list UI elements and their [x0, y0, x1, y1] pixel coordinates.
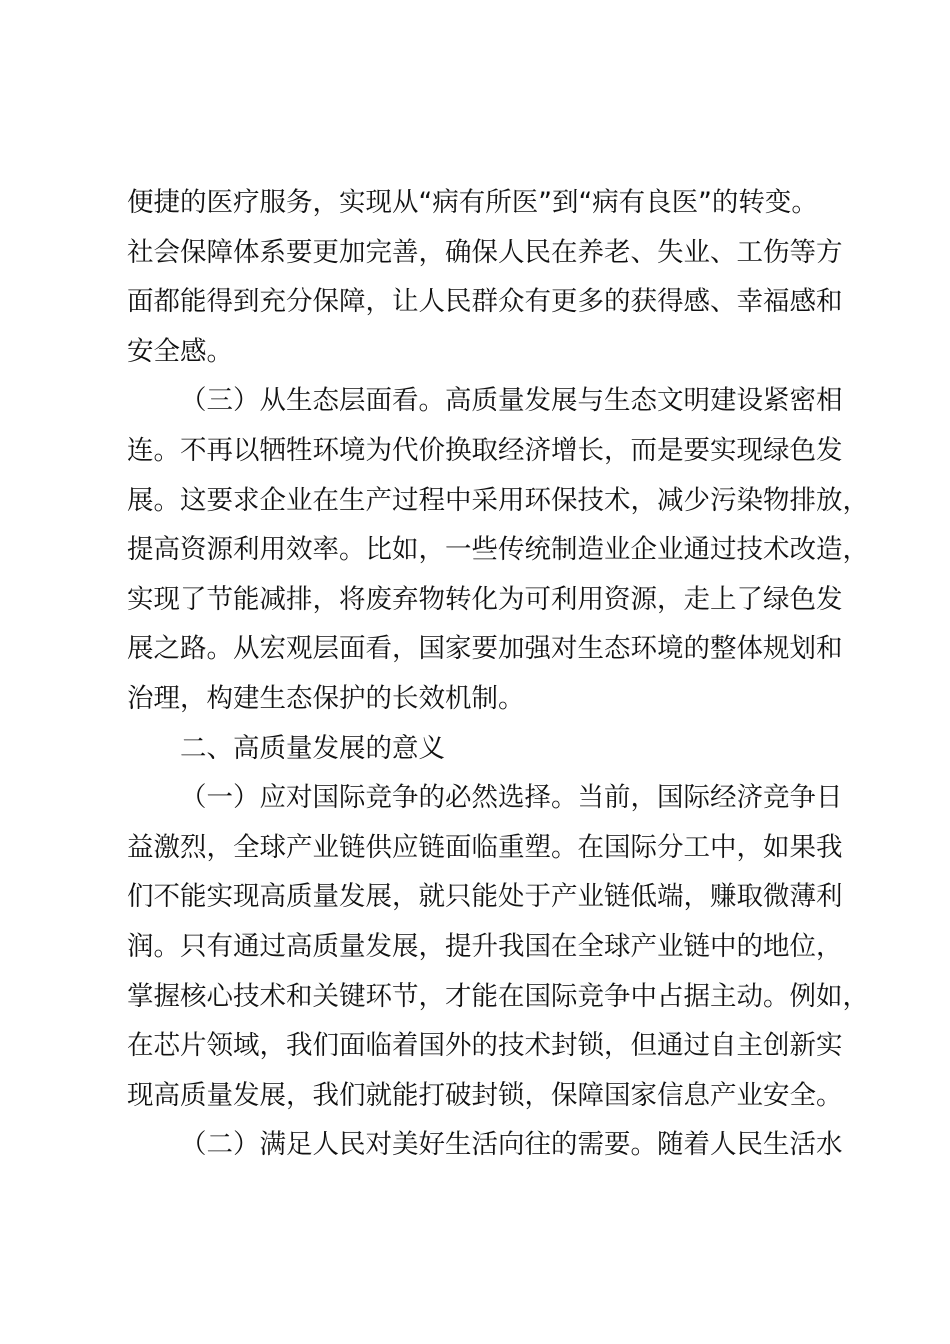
text-line: 益激烈，全球产业链供应链面临重塑。在国际分工中，如果我 [127, 831, 843, 863]
text-line: 连。不再以牺牲环境为代价换取经济增长，而是要实现绿色发 [127, 434, 843, 466]
section-title: 二、高质量发展的意义 [180, 732, 445, 764]
text-line-section-heading: （三）从生态层面看。高质量发展与生态文明建设紧密相 [180, 385, 843, 417]
text-line: 便捷的医疗服务，实现从“病有所医”到“病有良医”的转变。 [127, 187, 818, 218]
text-line: 社会保障体系要更加完善，确保人民在养老、失业、工伤等方 [127, 236, 843, 268]
document-body [127, 178, 869, 1170]
text-line: 面都能得到充分保障，让人民群众有更多的获得感、幸福感和 [127, 286, 843, 318]
text-line: 润。只有通过高质量发展，提升我国在全球产业链中的地位， [127, 930, 843, 962]
text-line: 们不能实现高质量发展，就只能处于产业链低端，赚取微薄利 [127, 881, 843, 913]
text-line: 治理，构建生态保护的长效机制。 [127, 682, 525, 714]
text-line: 展之路。从宏观层面看，国家要加强对生态环境的整体规划和 [127, 633, 843, 665]
text-line: 安全感。 [127, 335, 233, 367]
text-line: 实现了节能减排，将废弃物转化为可利用资源，走上了绿色发 [127, 583, 843, 615]
text-line: 现高质量发展，我们就能打破封锁，保障国家信息产业安全。 [127, 1079, 843, 1111]
text-line: 在芯片领域，我们面临着国外的技术封锁，但通过自主创新实 [127, 1030, 843, 1062]
text-line: 掌握核心技术和关键环节，才能在国际竞争中占据主动。例如， [127, 980, 869, 1012]
text-line: 提高资源利用效率。比如，一些传统制造业企业通过技术改造， [127, 534, 869, 566]
text-line-section-heading: （一）应对国际竞争的必然选择。当前，国际经济竞争日 [180, 782, 843, 814]
text-line: 展。这要求企业在生产过程中采用环保技术，减少污染物排放， [127, 484, 869, 516]
text-line-section-heading: （二）满足人民对美好生活向往的需要。随着人民生活水 [180, 1129, 843, 1161]
